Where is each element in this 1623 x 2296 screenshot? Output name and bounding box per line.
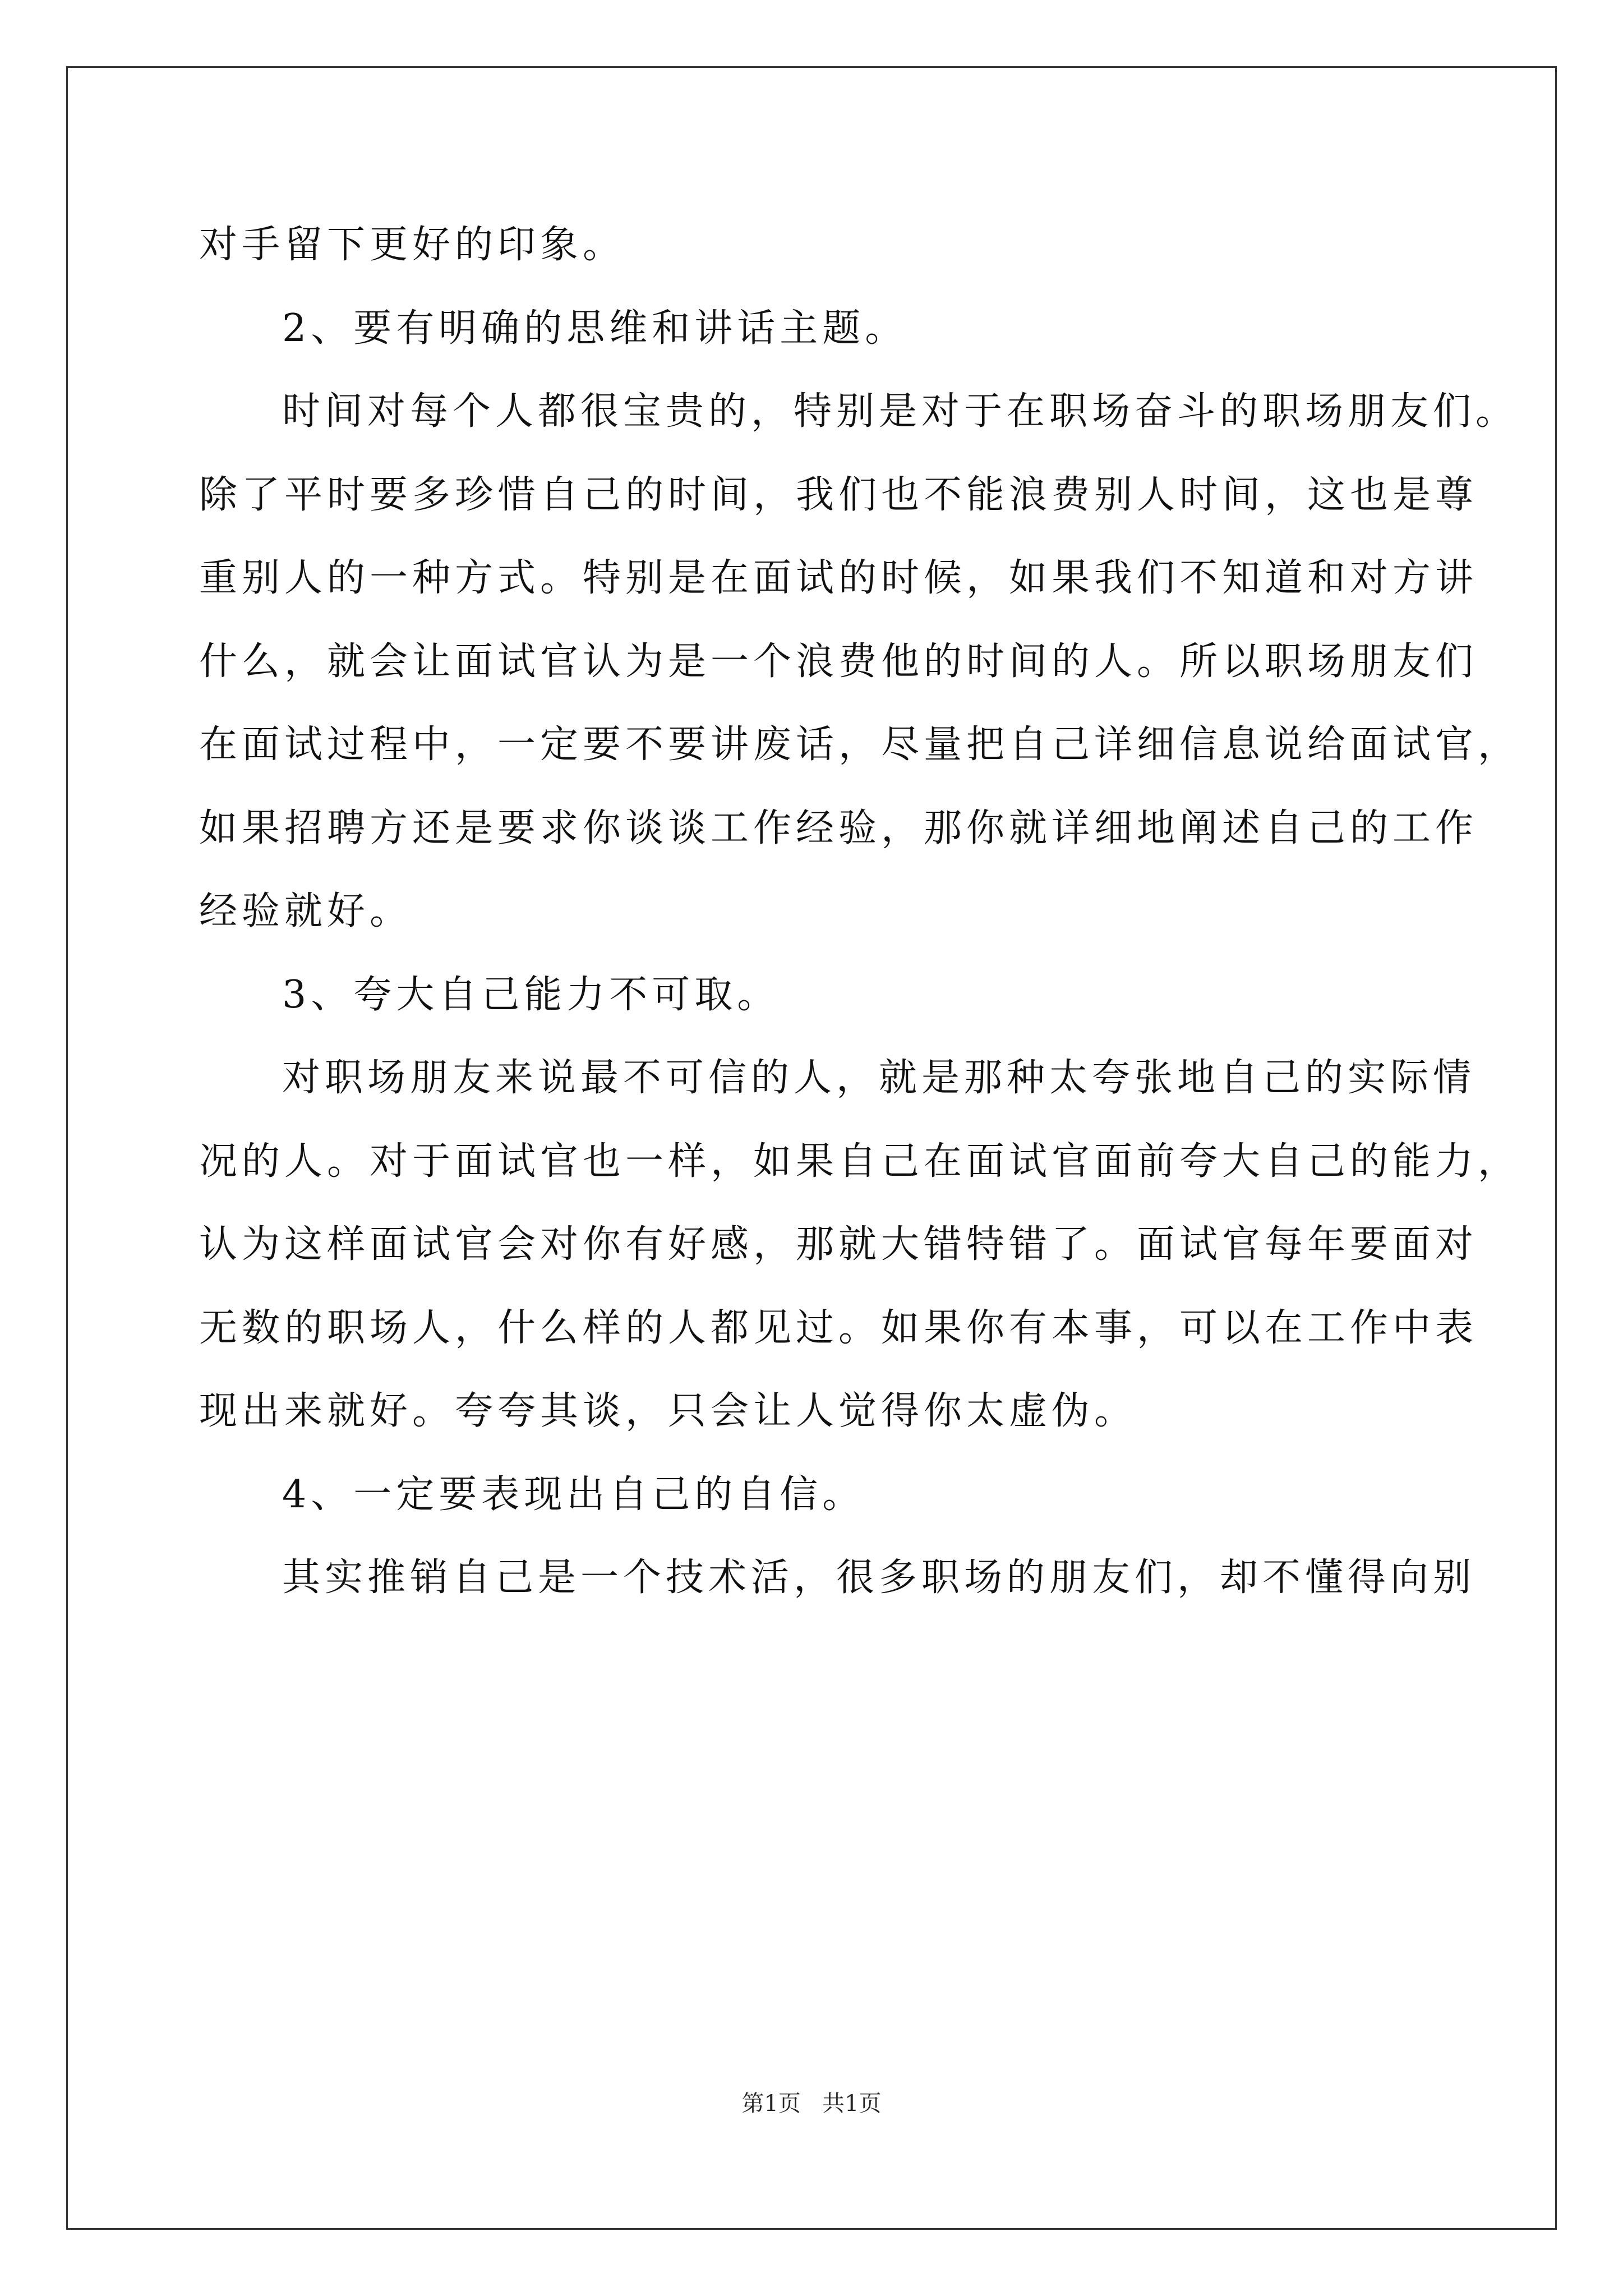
- text-line: 对手留下更好的印象。: [199, 223, 626, 267]
- document-body: [199, 204, 1521, 1620]
- text-line: 其实推销自己是一个技术活，很多职场的朋友们，却不懂得向别: [282, 1556, 1476, 1600]
- text-line: 什么，就会让面试官认为是一个浪费他的时间的人。所以职场朋友们: [199, 639, 1478, 684]
- heading-line: 4、一定要表现出自己的自信。: [282, 1472, 865, 1517]
- text-line: 重别人的一种方式。特别是在面试的时候，如果我们不知道和对方讲: [199, 556, 1478, 600]
- text-line: 现出来就好。夸夸其谈，只会让人觉得你太虚伪。: [199, 1389, 1137, 1433]
- text-line: 如果招聘方还是要求你谈谈工作经验，那你就详细地阐述自己的工作: [199, 806, 1478, 850]
- text-line: 在面试过程中，一定要不要讲废话，尽量把自己详细信息说给面试官，: [199, 723, 1521, 767]
- text-line: 况的人。对于面试官也一样，如果自己在面试官面前夸大自己的能力，: [199, 1139, 1521, 1184]
- text-line: 时间对每个人都很宝贵的，特别是对于在职场奋斗的职场朋友们。: [282, 389, 1519, 434]
- page-number-footer: 第1页 共1页: [741, 2091, 882, 2116]
- heading-line: 2、要有明确的思维和讲话主题。: [282, 306, 908, 351]
- text-line: 除了平时要多珍惜自己的时间，我们也不能浪费别人时间，这也是尊: [199, 472, 1478, 517]
- heading-line: 3、夸大自己能力不可取。: [282, 972, 780, 1017]
- text-line: 经验就好。: [199, 889, 413, 933]
- text-line: 无数的职场人，什么样的人都见过。如果你有本事，可以在工作中表: [199, 1305, 1478, 1350]
- text-line: 认为这样面试官会对你有好感，那就大错特错了。面试官每年要面对: [199, 1222, 1478, 1267]
- text-line: 对职场朋友来说最不可信的人，就是那种太夸张地自己的实际情: [282, 1056, 1476, 1100]
